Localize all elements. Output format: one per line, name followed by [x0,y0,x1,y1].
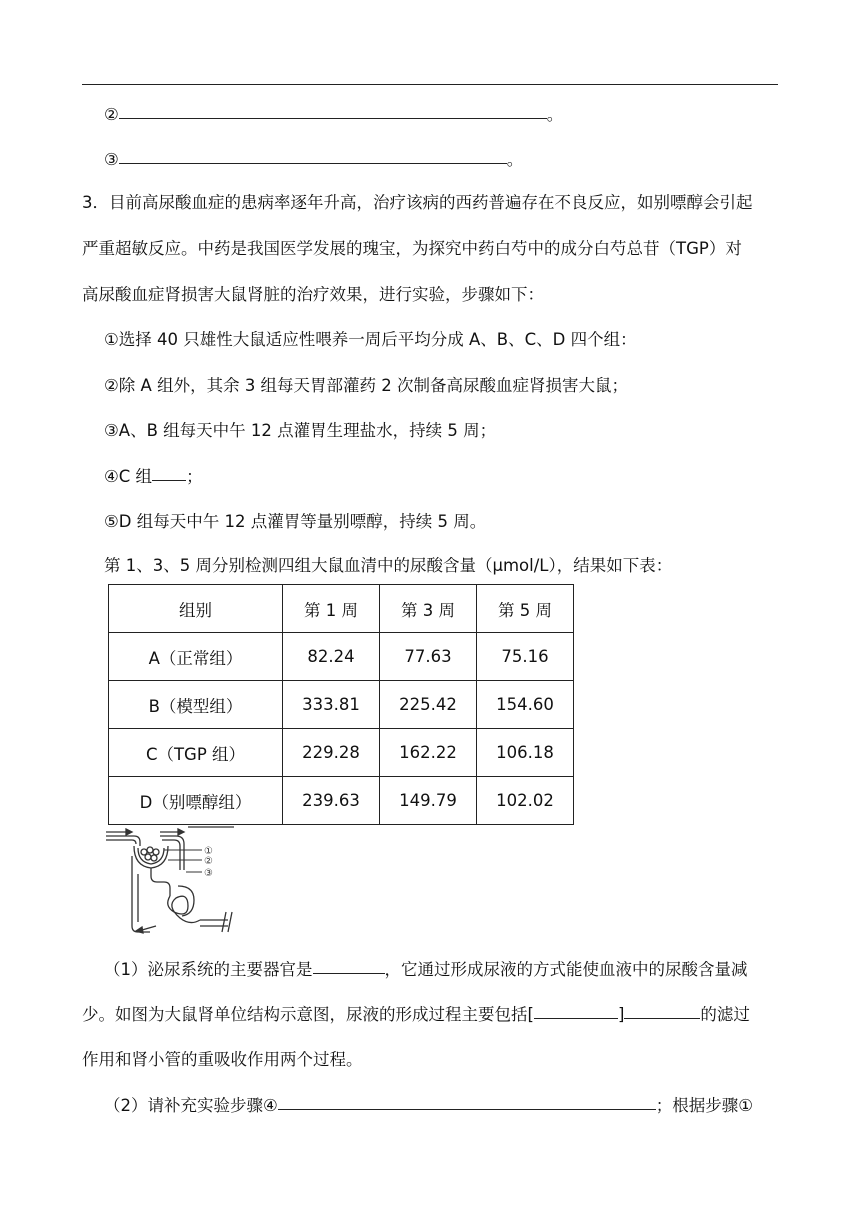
step-3: ③A、B 组每天中午 12 点灌胃生理盐水，持续 5 周； [104,421,497,440]
glomerulus-loop [153,849,159,855]
header-cell: 组别 [109,585,283,633]
tubule-coil [168,896,200,923]
step-4-blank[interactable] [152,479,186,481]
q1-blank-organ[interactable] [313,972,385,974]
value-cell: 82.24 [283,633,380,681]
period: 。 [506,150,524,169]
q1-text-2: 少。如图为大鼠肾单位结构示意图，尿液的形成过程主要包括[ [82,1005,534,1024]
diagram-label-3: ③ [204,868,213,879]
glomerulus-loop [147,847,153,853]
question-3-line-3: 高尿酸血症肾损害大鼠肾脏的治疗效果，进行实验，步骤如下： [82,285,544,304]
step-4-end: ； [186,467,203,486]
answer-blank-3[interactable] [119,162,507,164]
step-2: ②除 A 组外，其余 3 组每天胃部灌药 2 次制备高尿酸血症肾损害大鼠； [104,376,629,395]
tubule-loop [178,886,194,916]
answer-blank-2[interactable] [119,117,547,119]
group-cell: A（正常组） [109,633,283,681]
value-cell: 154.60 [477,681,574,729]
afferent-arteriole-inner [106,840,136,844]
group-cell: B（模型组） [109,681,283,729]
q2-text: （2）请补充实验步骤④ [104,1096,278,1115]
answer-line-2 [104,101,563,125]
q1-text-cont: ，它通过形成尿液的方式能使血液中的尿酸含量减 [384,960,748,979]
table-row [109,777,574,825]
question-3-line-1: 3．目前高尿酸血症的患病率逐年升高，治疗该病的西药普遍存在不良反应，如别嘌醇会引起 [82,193,753,212]
nephron-diagram [104,826,240,942]
proximal-tubule [151,868,170,896]
question-1-line-2 [82,1001,750,1025]
q1-blank-number[interactable] [534,1017,618,1019]
header-cell: 第 5 周 [477,585,574,633]
value-cell: 333.81 [283,681,380,729]
header-cell: 第 3 周 [380,585,477,633]
value-cell: 239.63 [283,777,380,825]
value-cell: 225.42 [380,681,477,729]
q2-text-cont: ；根据步骤① [655,1096,754,1115]
arrow-head [126,829,132,835]
bracket-close: ] [617,1005,625,1024]
value-cell: 77.63 [380,633,477,681]
table-row [109,681,574,729]
question-3-line-2: 严重超敏反应。中药是我国医学发展的瑰宝，为探究中药白芍中的成分白芍总苷（TGP）对 [82,239,742,258]
efferent-arteriole-inner [162,840,180,870]
value-cell: 229.28 [283,729,380,777]
glomerulus-loop [151,855,157,861]
value-cell: 75.16 [477,633,574,681]
circle-2-label: ② [104,105,119,124]
arrow-head [178,829,184,835]
diagram-label-2: ② [204,856,213,867]
table-row [109,633,574,681]
value-cell: 106.18 [477,729,574,777]
glomerulus-loop [145,854,151,860]
circle-3-label: ③ [104,150,119,169]
step-4-text: ④C 组 [104,467,153,486]
step-5: ⑤D 组每天中午 12 点灌胃等量别嘌醇，持续 5 周。 [104,512,487,531]
group-cell: D（别嘌醇组） [109,777,283,825]
question-1-line-1 [104,956,748,980]
value-cell: 102.02 [477,777,574,825]
diagram-label-1: ① [204,846,213,857]
group-cell: C（TGP 组） [109,729,283,777]
step-1: ①选择 40 只雄性大鼠适应性喂养一周后平均分成 A、B、C、D 四个组： [104,330,637,349]
question-2-line-1 [104,1092,753,1116]
q2-blank-step4[interactable] [278,1108,656,1110]
value-cell: 149.79 [380,777,477,825]
results-table [108,584,574,825]
top-divider [82,84,778,85]
table-row [109,729,574,777]
value-cell: 162.22 [380,729,477,777]
q1-blank-structure[interactable] [624,1017,700,1019]
step-4 [104,463,203,487]
header-cell: 第 1 周 [283,585,380,633]
arrow-line [142,926,156,930]
q1-text: （1）泌尿系统的主要器官是 [104,960,313,979]
period: 。 [546,105,564,124]
question-1-line-3: 作用和肾小管的重吸收作用两个过程。 [82,1050,363,1069]
answer-line-3 [104,146,523,170]
table-intro: 第 1、3、5 周分别检测四组大鼠血清中的尿酸含量（μmol/L），结果如下表： [104,556,673,575]
table-header-row [109,585,574,633]
q1-text-3: 的滤过 [700,1005,750,1024]
break-mark [228,912,232,932]
break-mark [222,912,226,932]
